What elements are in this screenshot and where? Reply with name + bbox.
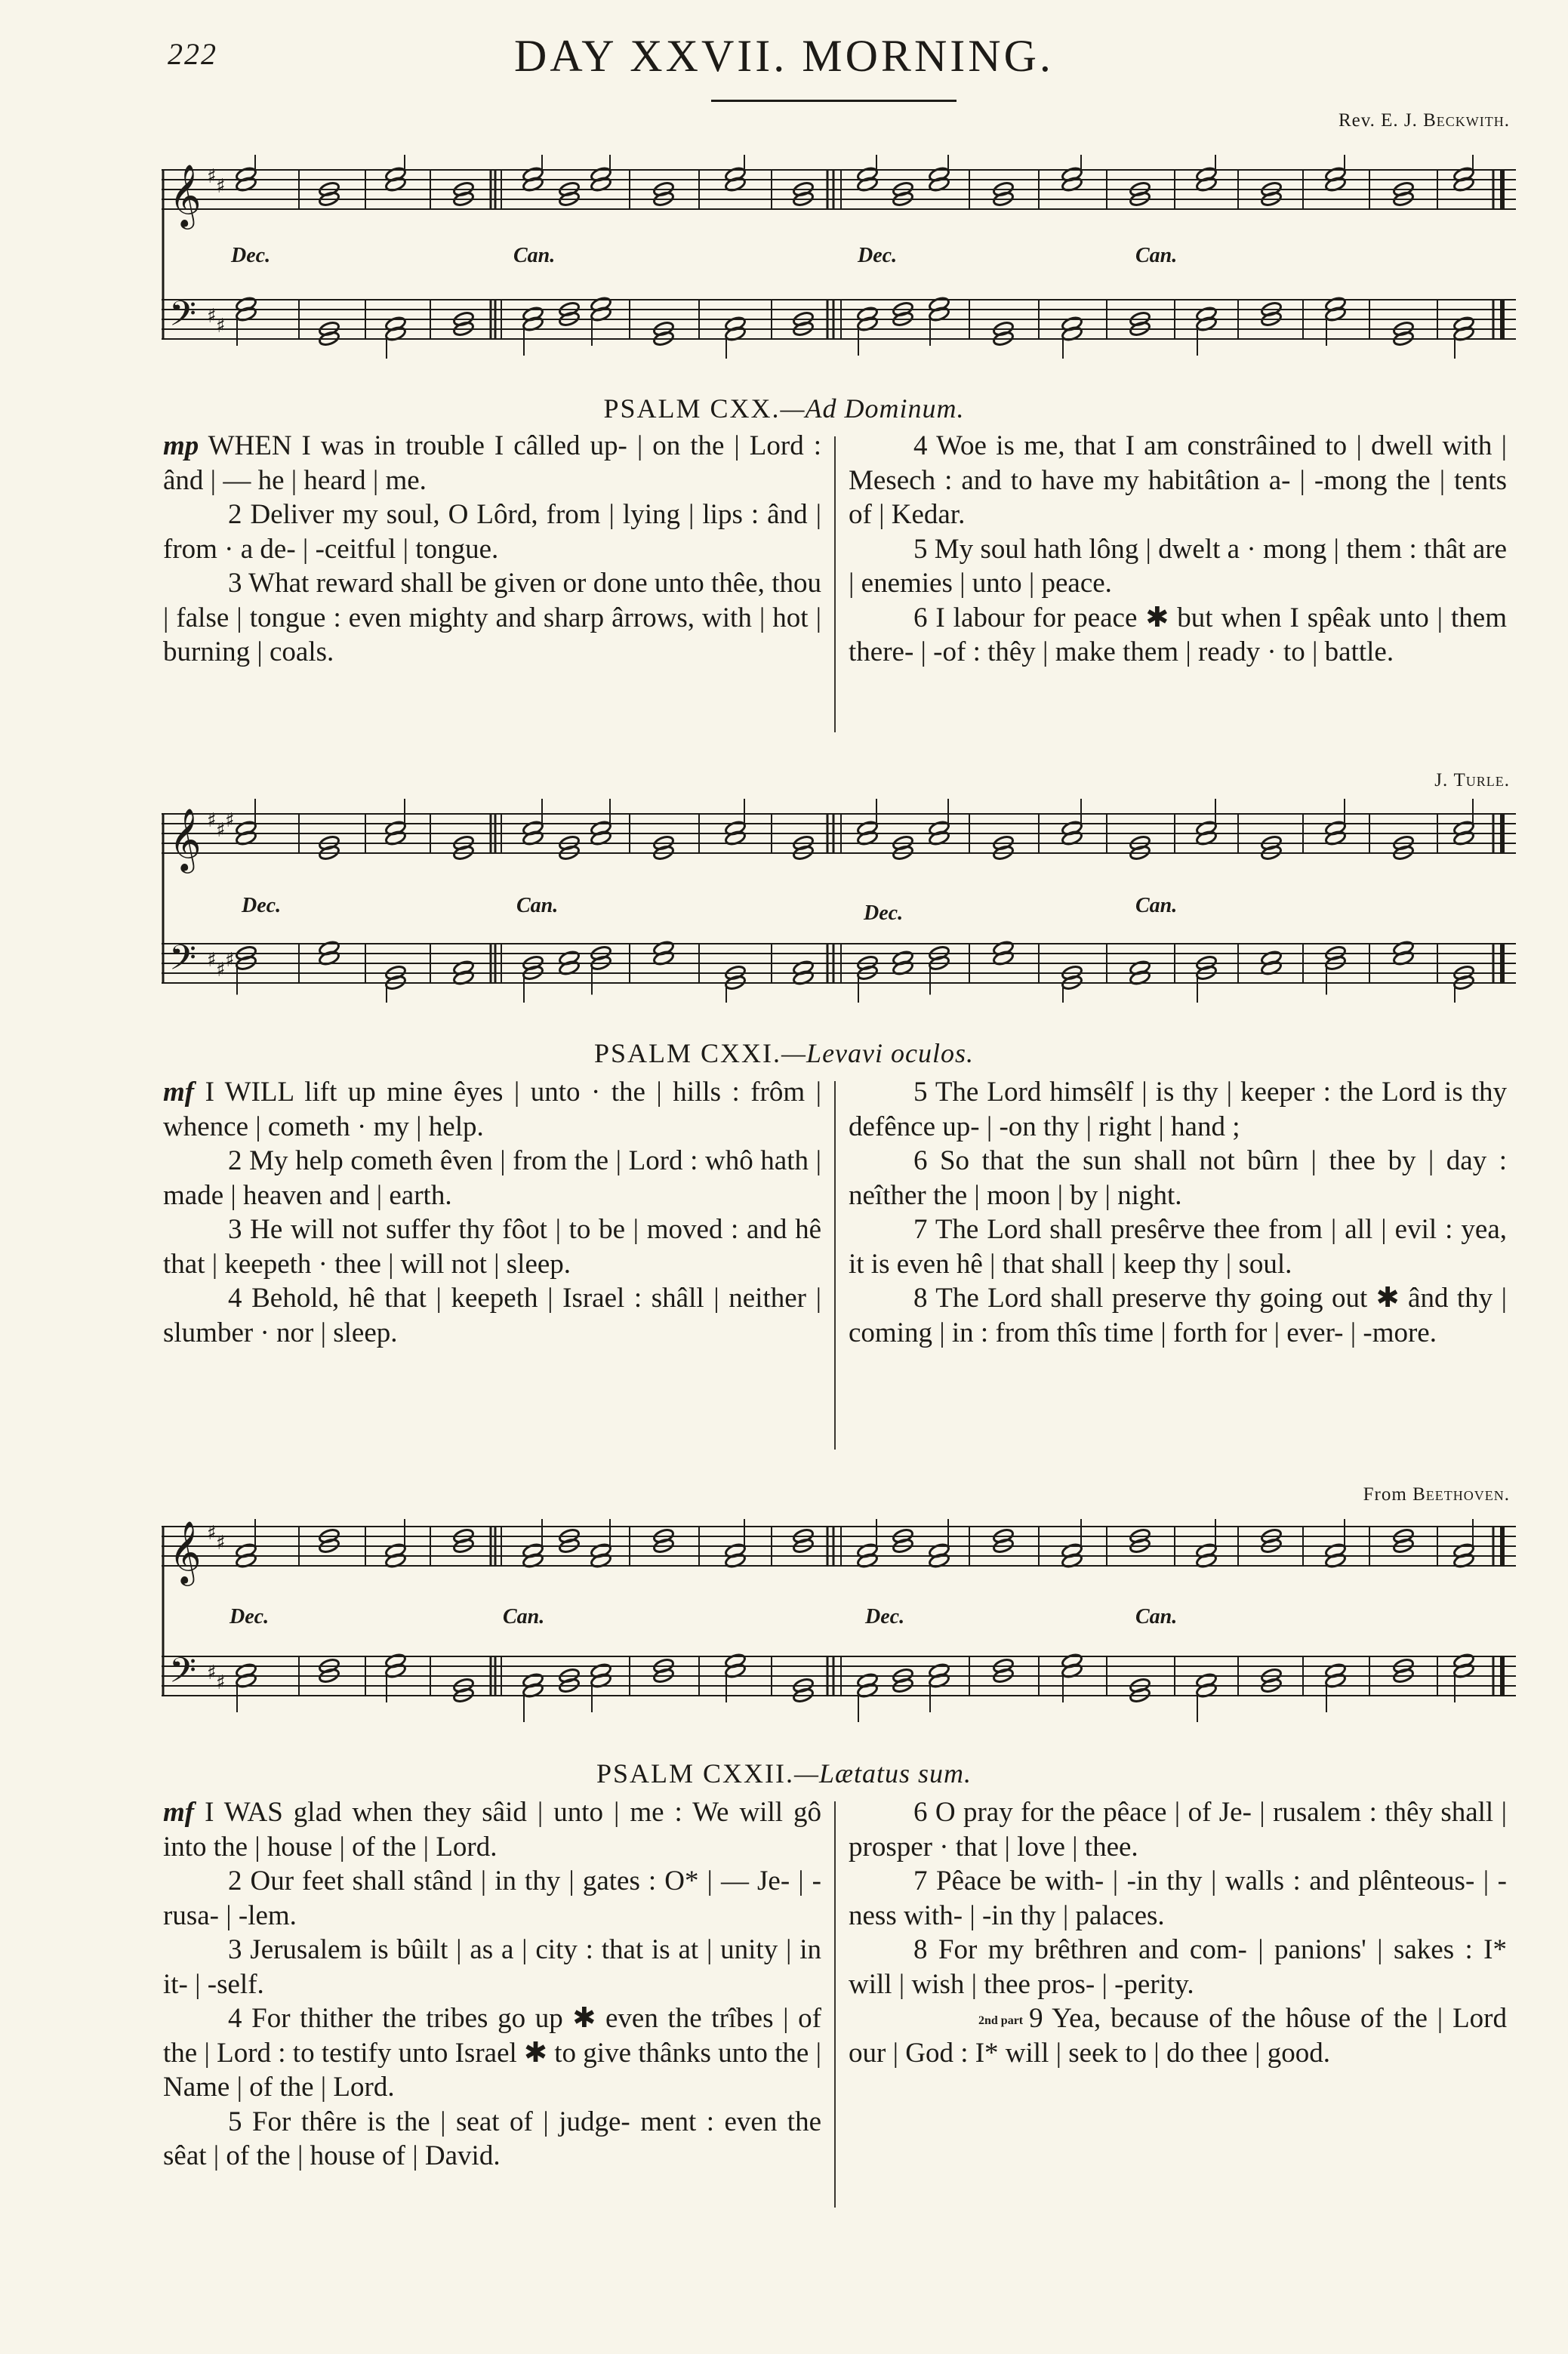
decani-label: Dec. (230, 1605, 270, 1628)
psalm-cxxii-right-column (849, 1795, 1507, 2070)
chant-score-2 (162, 799, 1516, 1003)
dynamic-mark: mf (163, 1077, 195, 1108)
cantoris-label: Can. (1135, 244, 1178, 267)
verse: 4 Behold, hê that | keepeth | Israel : shâll | neither | slumber · nor | sleep. (163, 1283, 821, 1348)
svg-text:♯: ♯ (207, 1662, 217, 1684)
psalm-heading-cxxi (0, 1037, 1568, 1069)
music-staff-system (162, 1511, 1516, 1723)
psalm-latin-title: —Levavi oculos. (781, 1038, 974, 1068)
verse: 5 For thêre is the | seat of | judge- ment : even the sêat | of the | house of | David. (163, 2106, 821, 2171)
verse: 2nd part 9 Yea, because of the hôuse of the | Lord our | God : I* will | seek to | do thee | good. (849, 2003, 1507, 2069)
verse: 4 Woe is me, that I am constrâined to | dwell with | Mesech : and to have my habitâtion a- | -mong the | tents of | Kedar. (849, 430, 1507, 530)
verse: 6 O pray for the pêace | of Je- | rusalem : thêy shall | prosper · that | love | thee. (849, 1797, 1507, 1863)
psalm-latin-title: —Ad Dominum. (780, 393, 965, 424)
svg-text:𝄞: 𝄞 (169, 1520, 202, 1583)
psalm-number: PSALM CXXI. (593, 1038, 782, 1068)
svg-text:♯: ♯ (225, 809, 235, 832)
composer-credit-2 (1057, 770, 1510, 791)
composer-name: Beethoven. (1412, 1484, 1510, 1505)
verse: mf I WILL lift up mine êyes | unto · the | hills : frôm | whence | cometh · my | help. (163, 1077, 821, 1142)
psalm-number: PSALM CXX. (603, 393, 781, 424)
column-divider (834, 1801, 836, 2208)
music-staff-system (162, 155, 1516, 359)
music-staff-system (162, 799, 1516, 1003)
psalm-cxx-right-column (849, 429, 1507, 670)
verse: 3 Jerusalem is bûilt | as a | city : that is at | unity | in it- | -self. (163, 1934, 821, 2000)
psalm-cxxi-left-column (163, 1075, 821, 1350)
verse: mp WHEN I was in trouble I câlled up- | on the | Lord : ând | — he | heard | me. (163, 430, 821, 496)
cantoris-label: Can. (1135, 894, 1178, 917)
svg-text:𝄞: 𝄞 (169, 163, 202, 226)
verse: 7 Pêace be with- | -in thy | walls : and plênteous- | -ness with- | -in thy | palaces. (849, 1866, 1507, 1931)
svg-text:♯: ♯ (216, 1672, 226, 1694)
verse: 6 I labour for peace ✱ but when I spêak unto | them there- | -of : thêy | make them | ready · to | battle. (849, 602, 1507, 667)
chant-score-3 (162, 1511, 1516, 1723)
decani-label: Dec. (864, 901, 904, 925)
decani-label: Dec. (865, 1605, 905, 1628)
verse: 5 My soul hath lông | dwelt a · mong | them : thât are | enemies | unto | peace. (849, 533, 1507, 599)
second-part-marker: 2nd part (978, 2014, 1024, 2027)
decani-label: Dec. (858, 244, 898, 267)
svg-text:♯: ♯ (207, 949, 217, 972)
svg-text:♯: ♯ (207, 1522, 217, 1545)
svg-text:♯: ♯ (216, 1532, 226, 1554)
composer-credit-3 (1057, 1484, 1510, 1505)
svg-text:♯: ♯ (207, 305, 217, 328)
verse: 8 For my brêthren and com- | panions' | sakes : I* will | wish | thee pros- | -perity. (849, 1934, 1507, 2000)
cantoris-label: Can. (503, 1605, 545, 1628)
page-title: DAY XXVII. MORNING. (514, 31, 1054, 81)
composer-credit-1 (1057, 110, 1510, 131)
verse: 7 The Lord shall presêrve thee from | all | evil : yea, it is even hê | that shall | keep thy | soul. (849, 1214, 1507, 1280)
svg-text:♯: ♯ (207, 809, 217, 832)
verse: 2 My help cometh êven | from the | Lord : whô hath | made | heaven and | earth. (163, 1145, 821, 1211)
psalm-number: PSALM CXXII. (596, 1758, 794, 1789)
decani-label: Dec. (242, 894, 282, 917)
svg-text:𝄢: 𝄢 (169, 294, 197, 343)
cantoris-label: Can. (513, 244, 556, 267)
cantoris-label: Can. (516, 894, 559, 917)
title-rule (711, 100, 957, 102)
page-number: 222 (168, 37, 217, 71)
svg-text:𝄢: 𝄢 (169, 938, 197, 987)
svg-text:♯: ♯ (216, 175, 226, 198)
psalm-heading-cxx (0, 393, 1568, 424)
svg-text:♯: ♯ (216, 315, 226, 337)
composer-prefix: Rev. E. J. (1338, 110, 1424, 131)
psalm-heading-cxxii (0, 1758, 1568, 1789)
verse: mf I WAS glad when they sâid | unto | me : We will gô into the | house | of the | Lord. (163, 1797, 821, 1863)
column-divider (834, 1081, 836, 1450)
dynamic-mark: mp (163, 430, 199, 461)
column-divider (834, 436, 836, 732)
svg-text:𝄞: 𝄞 (169, 807, 202, 870)
verse: 2 Our feet shall stând | in thy | gates : O* | — Je- | -rusa- | -lem. (163, 1866, 821, 1931)
verse: 3 What reward shall be given or done unto thêe, thou | false | tongue : even mighty and sharp ârrows, with | hot | burning | coals. (163, 568, 821, 667)
decani-label: Dec. (231, 244, 271, 267)
verse: 4 For thither the tribes go up ✱ even the trîbes | of the | Lord : to testify unto Israel ✱ to give thânks unto the | Name | of the | Lord. (163, 2003, 821, 2103)
svg-text:♯: ♯ (216, 959, 226, 981)
verse: 3 He will not suffer thy fôot | to be | moved : and hê that | keepeth · thee | will not | sleep. (163, 1214, 821, 1280)
svg-text:♯: ♯ (207, 165, 217, 188)
composer-name: Turle. (1453, 770, 1510, 790)
svg-text:♯: ♯ (225, 949, 235, 972)
svg-text:♯: ♯ (216, 819, 226, 842)
cantoris-label: Can. (1135, 1605, 1178, 1628)
verse: 5 The Lord himsêlf | is thy | keeper : the Lord is thy defênce up- | -on thy | right | hand ; (849, 1077, 1507, 1142)
verse: 2 Deliver my soul, O Lôrd, from | lying | lips : ând | from · a de- | -ceitful | tongue. (163, 499, 821, 565)
psalm-cxxi-right-column (849, 1075, 1507, 1350)
psalm-cxx-left-column (163, 429, 821, 670)
dynamic-mark: mf (163, 1797, 195, 1828)
psalm-latin-title: —Lætatus sum. (793, 1758, 972, 1789)
composer-name: Beckwith. (1423, 110, 1510, 131)
composer-prefix: J. (1434, 770, 1454, 790)
chant-score-1 (162, 155, 1516, 359)
svg-text:𝄢: 𝄢 (169, 1650, 197, 1699)
verse: 8 The Lord shall preserve thy going out ✱ ând thy | coming | in : from thîs time | forth for | ever- | -more. (849, 1283, 1507, 1348)
verse: 6 So that the sun shall not bûrn | thee by | day : neîther the | moon | by | night. (849, 1145, 1507, 1211)
composer-prefix: From (1363, 1484, 1413, 1505)
psalm-cxxii-left-column (163, 1795, 821, 2174)
